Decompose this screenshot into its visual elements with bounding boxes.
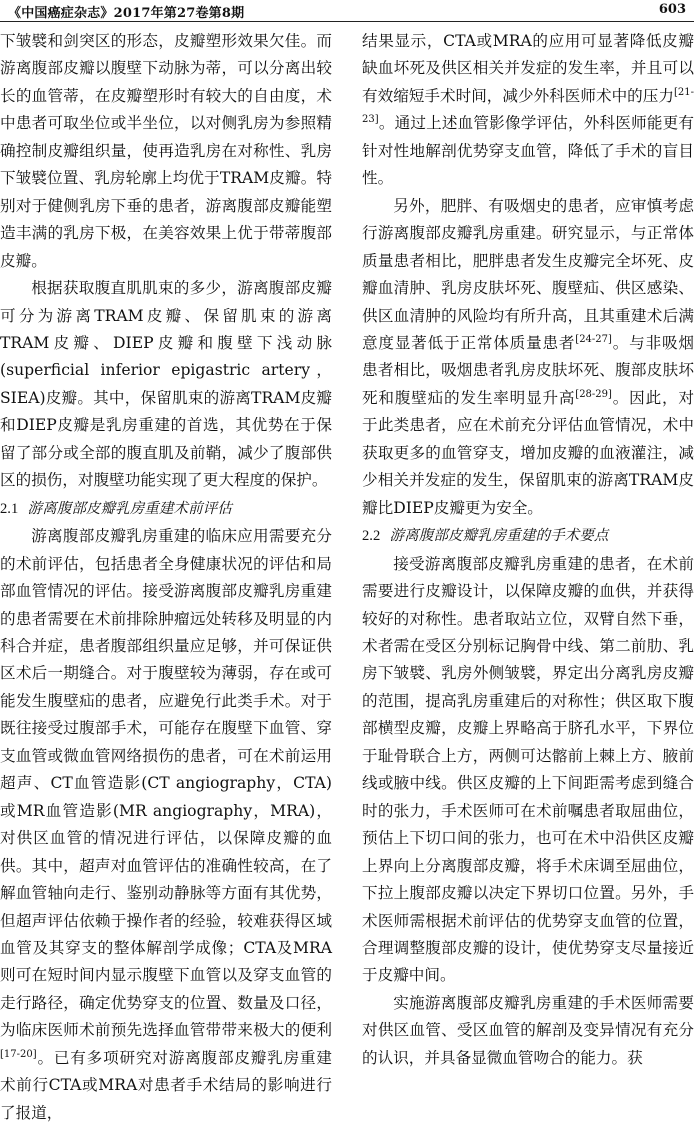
section-heading (0, 495, 332, 523)
running-header (0, 0, 694, 22)
paragraph-text: 。与非吸烟患者相比，吸烟患者乳房皮肤坏死、腹部皮肤坏死和腹壁疝的发生率明显升高 (362, 333, 694, 407)
paragraph-text: 游离腹部皮瓣乳房重建的临床应用需要充分的术前评估，包括患者全身健康状况的评估和局部血管情况的评估。接受游离腹部皮瓣乳房重建的患者需要在术前排除肿瘤远处转移及明显的内科合并症，患者腹部组织量应足够，并可保证供区术后一期缝合。对于腹壁较为薄弱，存在或可能发生腹壁疝的患者，应避免行此类手术。对于既往接受过腹部手术，可能存在腹壁下血管、穿支血管或微血管网络损伤的患者，可在术前运用超声、CT血管造影(CT angiography，CTA)或MR血管造影(MR angiography，MRA)，对供区血管的情况进行评估，以保障皮瓣的血供。其中，超声对血管评估的准确性较高，在了解血管轴向走行、鉴别动静脉等方面有其优势，但超声评估依赖于操作者的经验，较难获得区域血管及其穿支的整体解剖学成像；CTA及MRA则可在短时间内显示腹壁下血管以及穿支血管的走行路径，确定优势穿支的位置、数量及口径，为临床医师术前预先选择血管带带来极大的便利 (0, 527, 332, 1040)
section-title: 游离腹部皮瓣乳房重建术前评估 (27, 499, 232, 517)
section-number: 2.2 (362, 528, 381, 545)
paragraph (362, 193, 694, 522)
paragraph-text: 结果显示，CTA或MRA的应用可显著降低皮瓣缺血坏死及供区相关并发症的发生率，并且可以有效缩短手术时间，减少外科医师术中的压力 (362, 32, 694, 105)
paragraph (362, 28, 694, 193)
paragraph-text: 另外，肥胖、有吸烟史的患者，应审慎考虑行游离腹部皮瓣乳房重建。研究显示，与正常体质量患者相比，肥胖患者发生皮瓣完全坏死、皮瓣血清肿、乳房皮肤坏死、腹壁疝、供区感染、供区血清肿的风险均有所升高，且其重建术后满意度显著低于正常体质量患者 (362, 196, 694, 352)
section-heading (362, 522, 694, 550)
left-column (0, 28, 332, 1127)
section-title: 游离腹部皮瓣乳房重建的手术要点 (389, 527, 609, 545)
paragraph (0, 523, 332, 1127)
citation: [17-20] (0, 1048, 37, 1060)
section-number: 2.1 (0, 500, 19, 517)
citation: [28-29] (575, 388, 612, 400)
page-number: 603 (658, 2, 686, 17)
paragraph: 下皱襞和剑突区的形态，皮瓣塑形效果欠佳。而游离腹部皮瓣以腹壁下动脉为蒂，可以分离出较长的血管蒂，在皮瓣塑形时有较大的自由度，术中患者可取坐位或半坐位，以对侧乳房为参照精确控制皮瓣组织量，使再造乳房在对称性、乳房下皱襞位置、乳房轮廓上均优于TRAM皮瓣。特别对于健侧乳房下垂的患者，游离腹部皮瓣能塑造丰满的乳房下极，在美容效果上优于带蒂腹部皮瓣。 (0, 32, 332, 270)
header-rule (0, 21, 694, 22)
paragraph: 接受游离腹部皮瓣乳房重建的患者，在术前需要进行皮瓣设计，以保障皮瓣的血供，并获得较好的对称性。患者取站立位，双臂自然下垂，术者需在受区分别标记胸骨中线、第二前肋、乳房下皱襞、乳房外侧皱襞，界定出分离乳房皮瓣的范围，提高乳房重建后的对称性；供区取下腹部横型皮瓣，皮瓣上界略高于脐孔水平，下界位于耻骨联合上方，两侧可达髂前上棘上方、腋前线或腋中线。供区皮瓣的上下间距需考虑到缝合时的张力，手术医师可在术前嘱患者取屈曲位，预估上下切口间的张力，也可在术中沿供区皮瓣上界向上分离腹部皮瓣，将手术床调至屈曲位，下拉上腹部皮瓣以决定下界切口位置。另外，手术医师需根据术前评估的优势穿支血管的位置，合理调整腹部皮瓣的设计，使优势穿支尽量接近于皮瓣中间。 (362, 554, 694, 985)
paragraph: 实施游离腹部皮瓣乳房重建的手术医师需要对供区血管、受区血管的解剖及变异情况有充分的认识，并具备显微血管吻合的能力。获 (362, 993, 694, 1067)
paragraph-text: 。因此，对于此类患者，应在术前充分评估血管情况，术中获取更多的血管穿支，增加皮瓣的血液灌注，减少相关并发症的发生，保留肌束的游离TRAM皮瓣比DIEP皮瓣更为安全。 (362, 388, 694, 517)
journal-title: 《中国癌症杂志》2017年第27卷第8期 (8, 6, 245, 21)
citation: [24-27] (575, 333, 612, 345)
paragraph-text: 。通过上述血管影像学评估，外科医师能更有针对性地解剖优势穿支血管，降低了手术的盲目性。 (362, 114, 694, 188)
citation: [21-23] (362, 86, 694, 126)
paragraph: 根据获取腹直肌肌束的多少，游离腹部皮瓣可分为游离TRAM皮瓣、保留肌束的游离TRAM皮瓣、DIEP皮瓣和腹壁下浅动脉(superficial inferior epigastric artery，SIEA)皮瓣。其中，保留肌束的游离TRAM皮瓣和DIEP皮瓣是乳房重建的首选，其优势在于保留了部分或全部的腹直肌及前鞘，减少了腹部供区的损伤，对腹壁功能实现了更大程度的保护。 (0, 279, 332, 490)
right-column (362, 28, 694, 1072)
paragraph-text: 。已有多项研究对游离腹部皮瓣乳房重建术前行CTA或MRA对患者手术结局的影响进行了报道， (0, 1048, 332, 1122)
